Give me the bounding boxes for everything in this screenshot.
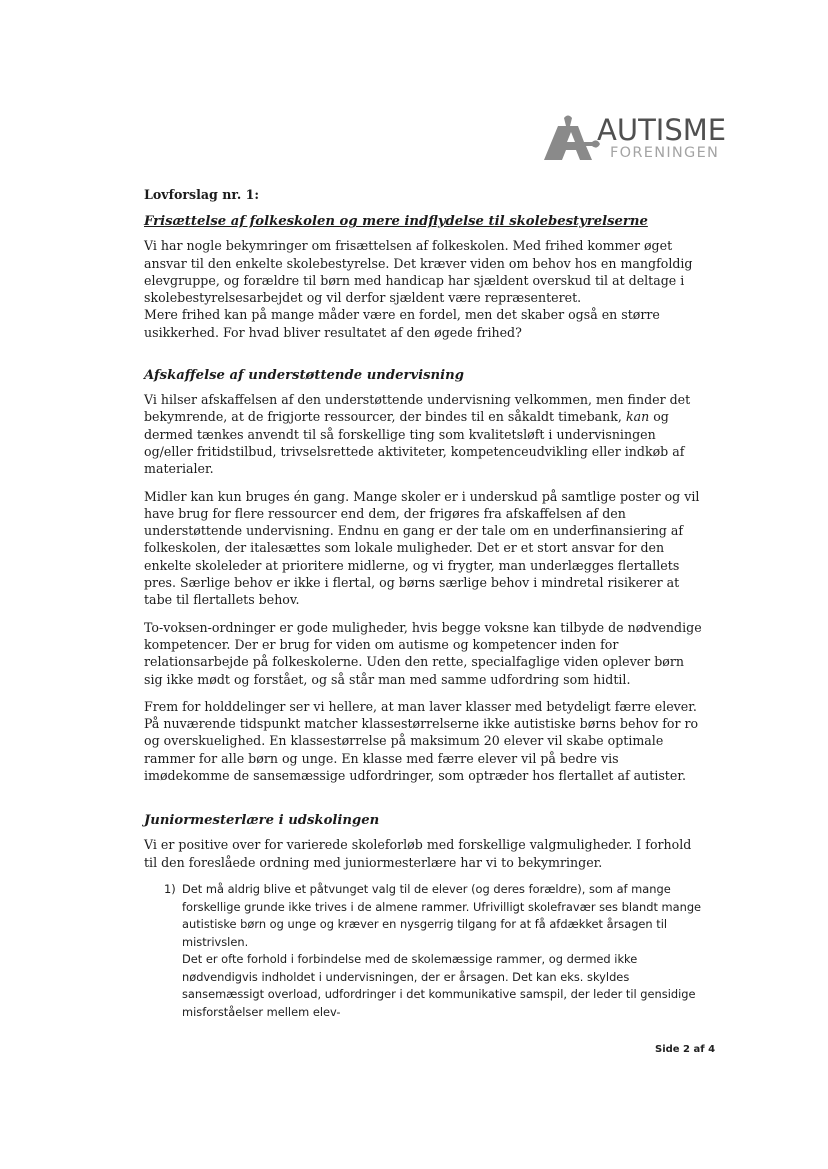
list-item-text-a: Det må aldrig blive et påtvunget valg til de elever (og deres forældre), som af mange forskellige grunde ikke trives i de almene rammer. Ufrivilligt skolefravær ses blandt mange autistiske børn og unge og kræver en nysgerrig tilgang for at få afdækket årsagen til mistrivslen. xyxy=(182,881,702,949)
intro-text-2: Mere frihed kan på mange måder være en fordel, men det skaber også en større usikkerhed. For hvad bliver resultatet af den øgede frihed? xyxy=(144,307,660,340)
logo-word-foreningen: FORENINGEN xyxy=(610,145,720,161)
page-number: Side 2 af 4 xyxy=(655,1044,716,1055)
section-title-frisaettelse: Frisættelse af folkeskolen og mere indflydelse til skolebestyrelserne xyxy=(144,214,648,230)
paragraph: Vi hilser afskaffelsen af den understøttende undervisning velkommen, men finder det bekymrende, at de frigjorte ressourcer, der bindes til en såkaldt timebank, kan og dermed tænkes anvendt til så forskellige ting som kvalitetsløft i undervisningen og/eller fritidstilbud, trivselsrettede aktiviteter, kompetenceudvikling eller indkøb af materialer. xyxy=(144,392,691,477)
puzzle-logo-icon xyxy=(540,112,602,164)
section-title-afskaffelse: Afskaffelse af understøttende undervisning xyxy=(144,368,464,384)
section-title-juniormesterlaere: Juniormesterlære i udskolingen xyxy=(144,813,380,829)
section-juniormesterlaere xyxy=(144,812,704,1021)
paragraph: Midler kan kun bruges én gang. Mange skoler er i underskud på samtlige poster og vil have brug for flere ressourcer end dem, der frigøres fra afskaffelsen af den understøttende undervisning. Endnu en gang er der tale om en underfinansiering af folkeskolen, der italesættes som lokale muligheder. Det er et stort ansvar for den enkelte skoleleder at prioritere midlerne, og vi frygter, man underlægges flertallets pres. Særlige behov er ikke i flertal, og børns særlige behov i mindretal risikerer at tabe til flertallets behov. xyxy=(144,488,700,608)
list-item-text-b: Det er ofte forhold i forbindelse med de skolemæssige rammer, og dermed ikke nødvendigvis indholdet i undervisningen, der er årsagen. Det kan eks. skyldes sansemæssigt overload, udfordringer i det kommunikative samspil, der leder til gensidige misforståelser mellem elev- xyxy=(182,952,696,1020)
intro-paragraph xyxy=(144,237,704,341)
intro-text-1: Vi har nogle bekymringer om frisættelsen af folkeskolen. Med frihed kommer øget ansvar til den enkelte skolebestyrelse. Det kræver viden om behov hos en mangfoldig elevgruppe, og forældre til børn med handicap har sjældent overskud til at deltage i skolebestyrelsesarbejdet og vil derfor sjældent være repræsenteret. xyxy=(144,238,693,306)
list-item xyxy=(144,881,704,1022)
document-body xyxy=(144,186,704,1022)
proposal-heading: Lovforslag nr. 1: xyxy=(144,187,260,202)
autismeforeningen-logo xyxy=(540,112,730,164)
paragraph: Frem for holddelinger ser vi hellere, at man laver klasser med betydeligt færre elever. På nuværende tidspunkt matcher klassestørrelserne ikke autistiske børns behov for ro og overskuelighed. En klassestørrelse på maksimum 20 elever vil skabe optimale rammer for alle børn og unge. En klasse med færre elever vil på bedre vis imødekomme de sansemæssige udfordringer, som optræder hos flertallet af autister. xyxy=(144,698,699,784)
paragraph: Vi er positive over for varierede skoleforløb med forskellige valgmuligheder. I forhold til den foreslåede ordning med juniormesterlære har vi to bekymringer. xyxy=(144,837,692,870)
logo-word-autisme: AUTISME xyxy=(597,113,727,147)
paragraph: To-voksen-ordninger er gode muligheder, hvis begge voksne kan tilbyde de nødvendige kompetencer. Der er brug for viden om autisme og kompetencer inden for relationsarbejde på folkeskolerne. Uden den rette, specialfaglige viden oplever børn sig ikke mødt og forstået, og så står man med samme udfordring som hidtil. xyxy=(144,619,702,687)
concern-list xyxy=(144,881,704,1022)
section-afskaffelse xyxy=(144,367,704,784)
list-item-number: 1) xyxy=(164,881,176,896)
